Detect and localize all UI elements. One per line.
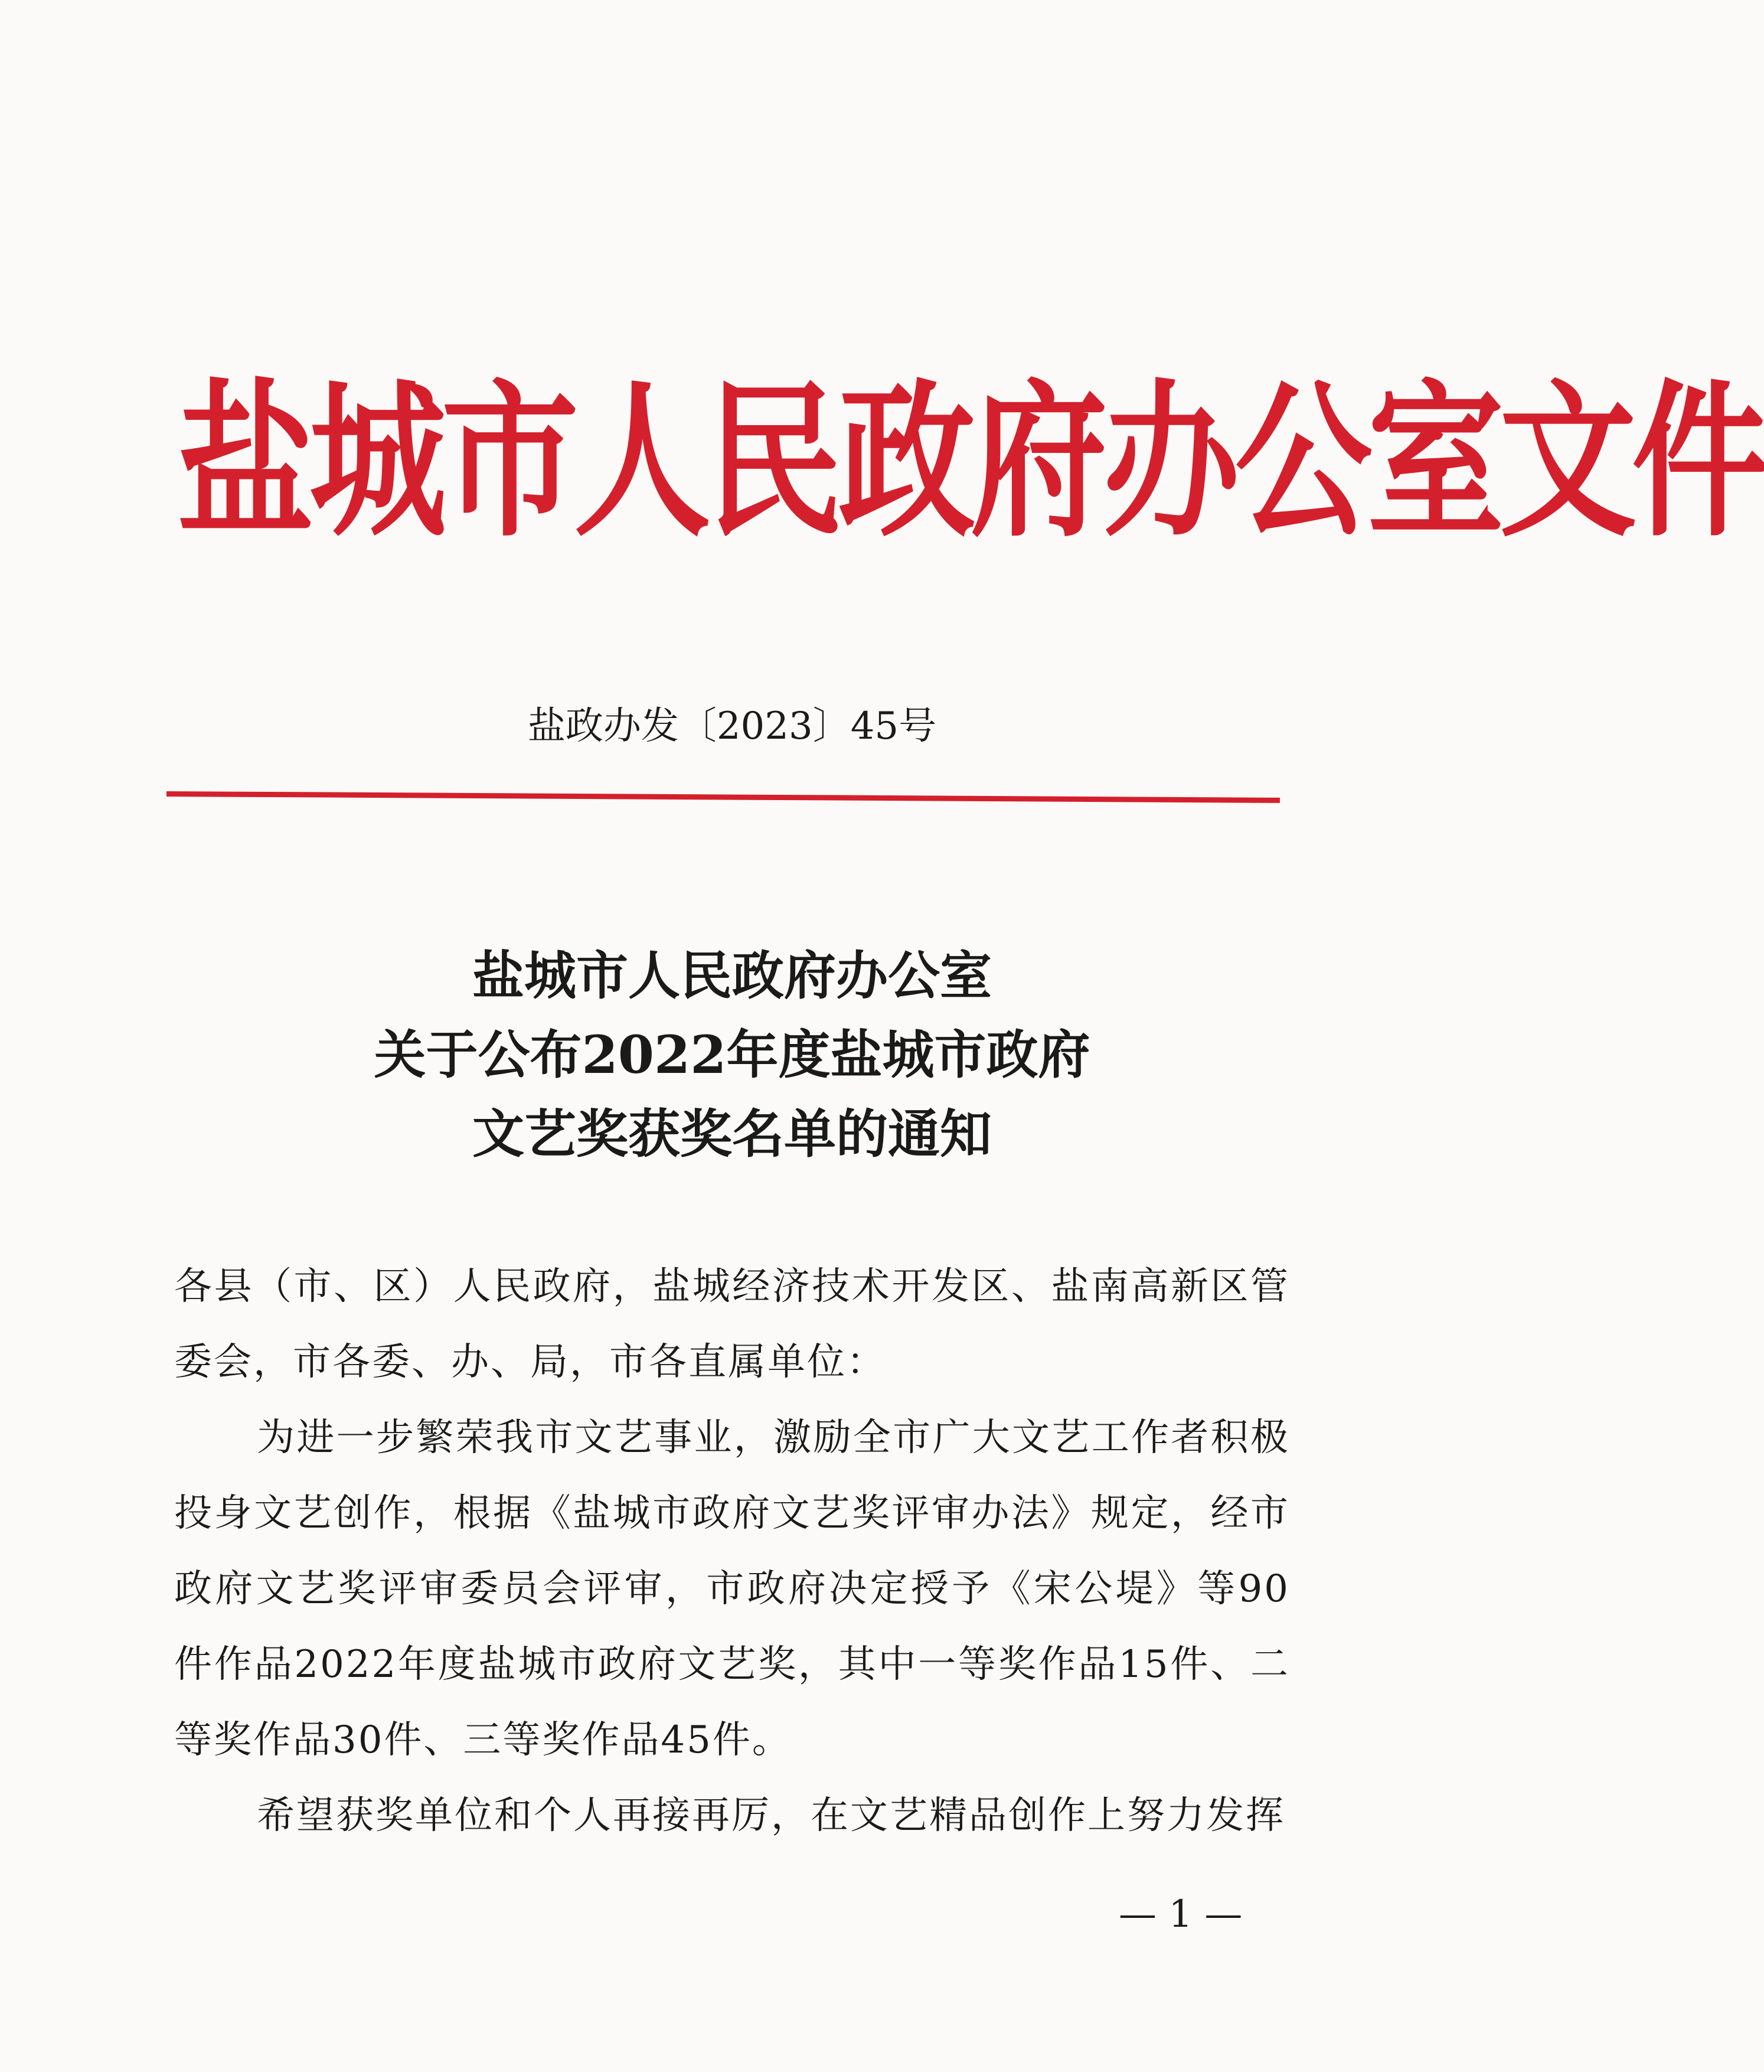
body-paragraph-1: 为进一步繁荣我市文艺事业，激励全市广大文艺工作者积极投身文艺创作，根据《盐城市政府文艺奖评审办法》规定，经市政府文艺奖评审委员会评审，市政府决定授予《宋公堤》等90件作品2022年度盐城市政府文艺奖，其中一等奖作品15件、二等奖作品30件、三等奖作品45件。 xyxy=(174,1416,1290,1762)
notice-title-line-2: 关于公布2022年度盐城市政府 xyxy=(374,1024,1090,1085)
notice-title-line-3: 文艺奖获奖名单的通知 xyxy=(472,1103,992,1164)
body-paragraph-2: 希望获奖单位和个人再接再厉，在文艺精品创作上努力发挥 xyxy=(257,1794,1285,1838)
notice-title xyxy=(0,936,1464,1173)
page-number: — 1 — xyxy=(1119,1892,1243,1936)
notice-title-line-1: 盐城市人民政府办公室 xyxy=(472,945,992,1006)
document-number: 盐政办发〔2023〕45号 xyxy=(527,704,937,748)
red-separator-line xyxy=(166,791,1280,803)
notice-body xyxy=(174,1249,1290,1854)
salutation: 各县（市、区）人民政府，盐城经济技术开发区、盐南高新区管委会，市各委、办、局，市各直属单位： xyxy=(174,1265,1290,1384)
masthead-title: 盐城市人民政府办公室文件 xyxy=(177,363,1764,560)
